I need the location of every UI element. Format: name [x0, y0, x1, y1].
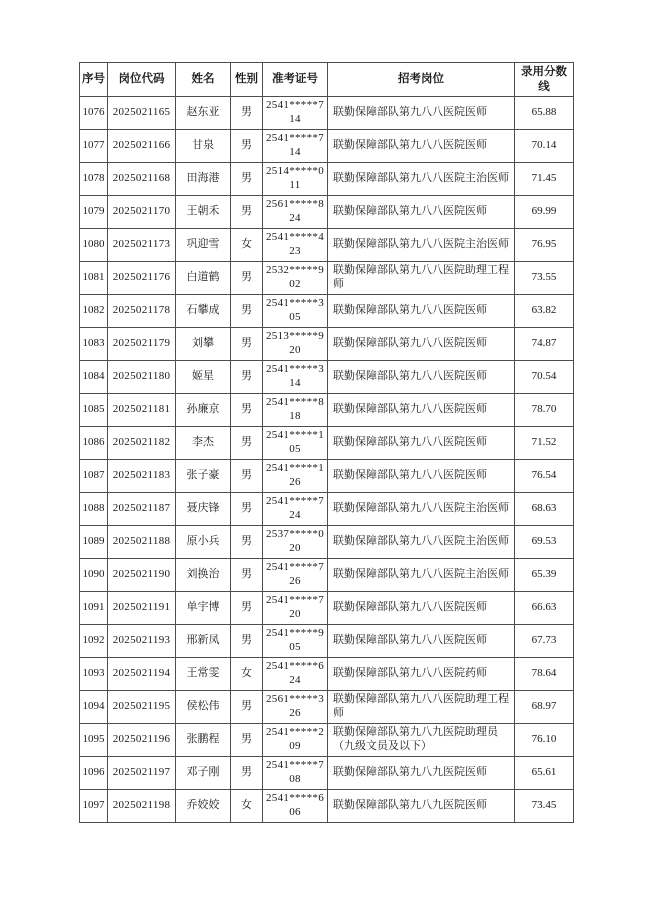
table-cell: 2025021166: [108, 130, 176, 163]
table-cell: 2541*****105: [263, 427, 328, 460]
table-cell: 76.95: [515, 229, 574, 262]
table-cell: 赵东亚: [176, 97, 231, 130]
table-cell: 1084: [80, 361, 108, 394]
table-cell: 巩迎雪: [176, 229, 231, 262]
table-row: [80, 526, 574, 559]
table-cell: 联勤保障部队第九八八医院药师: [328, 658, 515, 691]
table-cell: 1077: [80, 130, 108, 163]
table-cell: 刘攀: [176, 328, 231, 361]
table-cell: 2025021170: [108, 196, 176, 229]
table-cell: 男: [231, 130, 263, 163]
table-cell: 2025021180: [108, 361, 176, 394]
table-cell: 73.45: [515, 790, 574, 823]
table-cell: 田海港: [176, 163, 231, 196]
table-cell: 1091: [80, 592, 108, 625]
table-cell: 2513*****920: [263, 328, 328, 361]
table-cell: 2541*****209: [263, 724, 328, 757]
table-cell: 78.64: [515, 658, 574, 691]
table-cell: 王朝禾: [176, 196, 231, 229]
table-cell: 男: [231, 196, 263, 229]
table-cell: 男: [231, 262, 263, 295]
table-cell: 2541*****624: [263, 658, 328, 691]
table-cell: 男: [231, 361, 263, 394]
table-cell: 1083: [80, 328, 108, 361]
table-cell: 白道鹤: [176, 262, 231, 295]
table-cell: 76.10: [515, 724, 574, 757]
table-cell: 74.87: [515, 328, 574, 361]
table-cell: 孙廉京: [176, 394, 231, 427]
table-cell: 联勤保障部队第九八九医院助理员（九级文员及以下）: [328, 724, 515, 757]
table-row: [80, 361, 574, 394]
table-row: [80, 229, 574, 262]
table-cell: 联勤保障部队第九八八医院主治医师: [328, 559, 515, 592]
table-cell: 1085: [80, 394, 108, 427]
table-cell: 1080: [80, 229, 108, 262]
table-cell: 联勤保障部队第九八八医院医师: [328, 130, 515, 163]
table-row: [80, 163, 574, 196]
table-cell: 联勤保障部队第九八八医院主治医师: [328, 163, 515, 196]
column-header-gender: 性别: [231, 63, 263, 97]
table-cell: 男: [231, 592, 263, 625]
table-row: [80, 559, 574, 592]
table-cell: 联勤保障部队第九八八医院助理工程师: [328, 262, 515, 295]
table-cell: 71.45: [515, 163, 574, 196]
table-cell: 2541*****714: [263, 97, 328, 130]
table-cell: 联勤保障部队第九八八医院医师: [328, 361, 515, 394]
table-cell: 男: [231, 163, 263, 196]
table-cell: 石攀成: [176, 295, 231, 328]
table-cell: 联勤保障部队第九八八医院助理工程师: [328, 691, 515, 724]
table-cell: 张子豪: [176, 460, 231, 493]
table-cell: 2514*****011: [263, 163, 328, 196]
table-cell: 联勤保障部队第九八八医院医师: [328, 625, 515, 658]
table-cell: 66.63: [515, 592, 574, 625]
table-cell: 2541*****708: [263, 757, 328, 790]
table-cell: 2025021183: [108, 460, 176, 493]
table-cell: 联勤保障部队第九八八医院医师: [328, 427, 515, 460]
table-cell: 71.52: [515, 427, 574, 460]
table-cell: 1086: [80, 427, 108, 460]
table-row: [80, 493, 574, 526]
table-cell: 甘泉: [176, 130, 231, 163]
table-row: [80, 97, 574, 130]
table-cell: 1093: [80, 658, 108, 691]
table-cell: 2541*****724: [263, 493, 328, 526]
table-cell: 69.53: [515, 526, 574, 559]
table-cell: 78.70: [515, 394, 574, 427]
table-row: [80, 658, 574, 691]
table-cell: 69.99: [515, 196, 574, 229]
table-cell: 2561*****824: [263, 196, 328, 229]
table-cell: 联勤保障部队第九八九医院医师: [328, 757, 515, 790]
table-cell: 联勤保障部队第九八九医院医师: [328, 790, 515, 823]
table-cell: 65.61: [515, 757, 574, 790]
recruitment-score-table: [79, 62, 574, 823]
table-cell: 联勤保障部队第九八八医院医师: [328, 295, 515, 328]
column-header-post-code: 岗位代码: [108, 63, 176, 97]
table-cell: 2541*****726: [263, 559, 328, 592]
table-cell: 男: [231, 460, 263, 493]
table-row: [80, 262, 574, 295]
table-cell: 男: [231, 394, 263, 427]
table-cell: 2537*****020: [263, 526, 328, 559]
table-cell: 1076: [80, 97, 108, 130]
table-cell: 男: [231, 295, 263, 328]
table-cell: 2025021195: [108, 691, 176, 724]
table-cell: 73.55: [515, 262, 574, 295]
table-cell: 男: [231, 427, 263, 460]
table-cell: 女: [231, 790, 263, 823]
table-cell: 2025021193: [108, 625, 176, 658]
table-cell: 2541*****606: [263, 790, 328, 823]
table-row: [80, 196, 574, 229]
table-cell: 聂庆锋: [176, 493, 231, 526]
table-row: [80, 757, 574, 790]
table-body: [80, 97, 574, 823]
table-cell: 76.54: [515, 460, 574, 493]
table-cell: 2025021188: [108, 526, 176, 559]
table-cell: 邢新凤: [176, 625, 231, 658]
table-row: [80, 427, 574, 460]
table-cell: 邓子刚: [176, 757, 231, 790]
table-cell: 乔姣姣: [176, 790, 231, 823]
table-cell: 侯松伟: [176, 691, 231, 724]
table-cell: 单宇博: [176, 592, 231, 625]
table-cell: 2541*****305: [263, 295, 328, 328]
table-cell: 男: [231, 526, 263, 559]
table-cell: 2025021191: [108, 592, 176, 625]
table-cell: 联勤保障部队第九八八医院主治医师: [328, 493, 515, 526]
table-cell: 2025021173: [108, 229, 176, 262]
table-cell: 联勤保障部队第九八八医院医师: [328, 97, 515, 130]
table-cell: 70.14: [515, 130, 574, 163]
table-cell: 1079: [80, 196, 108, 229]
table-cell: 男: [231, 757, 263, 790]
table-cell: 2025021196: [108, 724, 176, 757]
table-row: [80, 724, 574, 757]
table-cell: 女: [231, 229, 263, 262]
column-header-ticket-no: 准考证号: [263, 63, 328, 97]
table-cell: 2541*****714: [263, 130, 328, 163]
table-cell: 1092: [80, 625, 108, 658]
table-cell: 男: [231, 691, 263, 724]
table-cell: 联勤保障部队第九八八医院主治医师: [328, 526, 515, 559]
table-cell: 2541*****314: [263, 361, 328, 394]
table-cell: 2025021178: [108, 295, 176, 328]
table-cell: 男: [231, 493, 263, 526]
table-cell: 1087: [80, 460, 108, 493]
table-cell: 2025021179: [108, 328, 176, 361]
table-cell: 2025021187: [108, 493, 176, 526]
table-cell: 张鹏程: [176, 724, 231, 757]
table-cell: 2541*****905: [263, 625, 328, 658]
table-cell: 2541*****818: [263, 394, 328, 427]
table-cell: 65.39: [515, 559, 574, 592]
table-cell: 2025021181: [108, 394, 176, 427]
table-cell: 2025021168: [108, 163, 176, 196]
table-cell: 2561*****326: [263, 691, 328, 724]
table-cell: 姬星: [176, 361, 231, 394]
table-row: [80, 790, 574, 823]
table-row: [80, 691, 574, 724]
table-cell: 男: [231, 724, 263, 757]
column-header-name: 姓名: [176, 63, 231, 97]
table-cell: 男: [231, 625, 263, 658]
table-cell: 1094: [80, 691, 108, 724]
table-cell: 2025021197: [108, 757, 176, 790]
table-cell: 男: [231, 328, 263, 361]
table-cell: 1095: [80, 724, 108, 757]
table-cell: 刘换治: [176, 559, 231, 592]
table-cell: 1096: [80, 757, 108, 790]
table-cell: 1088: [80, 493, 108, 526]
table-cell: 2532*****902: [263, 262, 328, 295]
table-cell: 男: [231, 559, 263, 592]
table-cell: 2541*****126: [263, 460, 328, 493]
table-cell: 联勤保障部队第九八八医院医师: [328, 460, 515, 493]
table-cell: 联勤保障部队第九八八医院医师: [328, 592, 515, 625]
table-cell: 63.82: [515, 295, 574, 328]
table-cell: 1097: [80, 790, 108, 823]
table-cell: 1081: [80, 262, 108, 295]
table-cell: 1089: [80, 526, 108, 559]
table-cell: 王常雯: [176, 658, 231, 691]
table-row: [80, 295, 574, 328]
table-row: [80, 592, 574, 625]
table-row: [80, 460, 574, 493]
table-cell: 1078: [80, 163, 108, 196]
table-cell: 68.97: [515, 691, 574, 724]
table-cell: 2541*****720: [263, 592, 328, 625]
table-cell: 联勤保障部队第九八八医院医师: [328, 394, 515, 427]
table-cell: 2541*****423: [263, 229, 328, 262]
table-cell: 2025021176: [108, 262, 176, 295]
table-cell: 联勤保障部队第九八八医院主治医师: [328, 229, 515, 262]
table-row: [80, 625, 574, 658]
table-cell: 2025021198: [108, 790, 176, 823]
table-cell: 原小兵: [176, 526, 231, 559]
table-cell: 68.63: [515, 493, 574, 526]
table-cell: 男: [231, 97, 263, 130]
table-cell: 65.88: [515, 97, 574, 130]
table-row: [80, 328, 574, 361]
table-cell: 1082: [80, 295, 108, 328]
table-cell: 2025021182: [108, 427, 176, 460]
table-cell: 2025021165: [108, 97, 176, 130]
table-cell: 67.73: [515, 625, 574, 658]
column-header-score-line: 录用分数线: [515, 63, 574, 97]
table-cell: 李杰: [176, 427, 231, 460]
table-cell: 2025021194: [108, 658, 176, 691]
table-cell: 1090: [80, 559, 108, 592]
table-cell: 2025021190: [108, 559, 176, 592]
table-cell: 70.54: [515, 361, 574, 394]
column-header-serial: 序号: [80, 63, 108, 97]
table-cell: 联勤保障部队第九八八医院医师: [328, 328, 515, 361]
table-header-row: [80, 63, 574, 97]
table-cell: 联勤保障部队第九八八医院医师: [328, 196, 515, 229]
table-cell: 女: [231, 658, 263, 691]
table-row: [80, 130, 574, 163]
table-row: [80, 394, 574, 427]
column-header-position: 招考岗位: [328, 63, 515, 97]
